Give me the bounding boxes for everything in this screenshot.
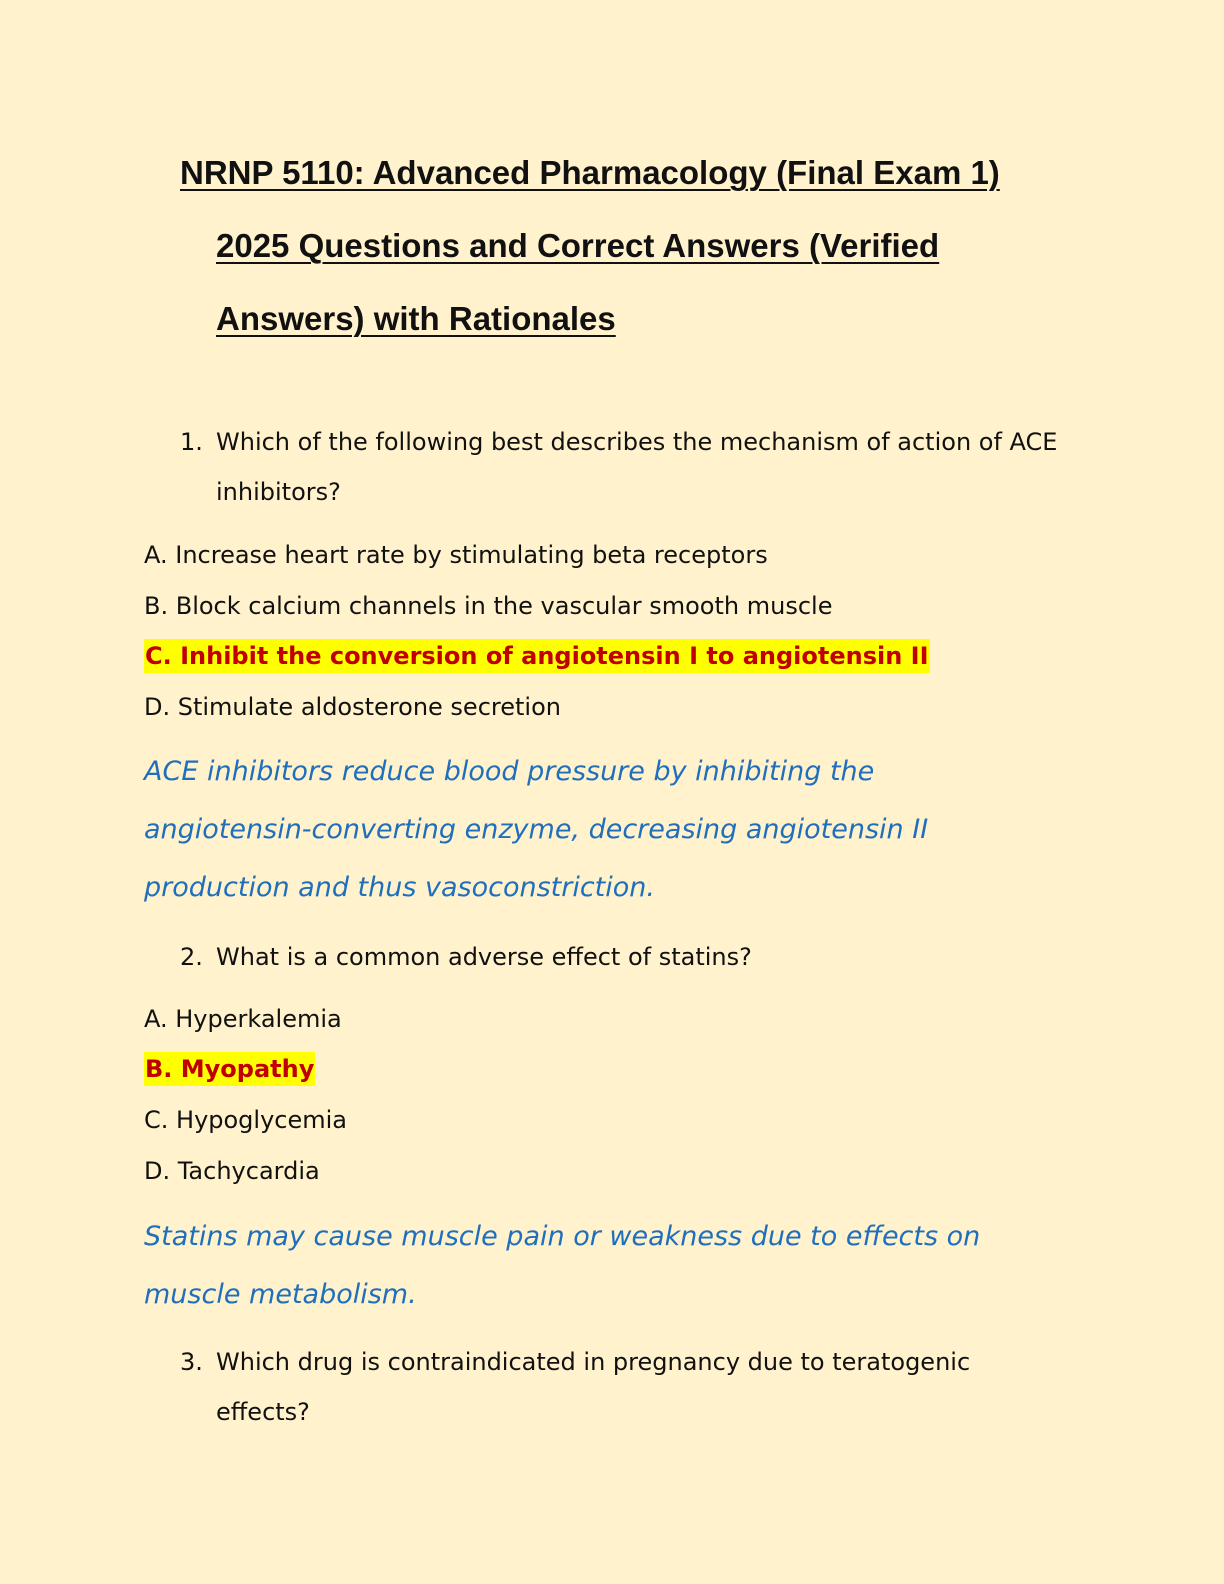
question-1-option-d: D. Stimulate aldosterone secretion bbox=[144, 693, 561, 721]
title-line-3: Answers) with Rationales bbox=[216, 300, 616, 337]
title-line-1: NRNP 5110: Advanced Pharmacology (Final Exam 1) bbox=[180, 154, 1000, 191]
question-number: 3. bbox=[180, 1348, 203, 1376]
question-1-rationale: ACE inhibitors reduce blood pressure by inhibiting the angiotensin-converting enzyme, decreasing angiotensin II production and thus vasoconstriction. bbox=[144, 756, 929, 903]
question-1-option-a: A. Increase heart rate by stimulating beta receptors bbox=[144, 541, 768, 569]
question-3 bbox=[180, 1337, 1060, 1437]
document-title bbox=[180, 136, 1110, 355]
question-2-option-c: C. Hypoglycemia bbox=[144, 1106, 348, 1134]
title-line-2: 2025 Questions and Correct Answers (Verified bbox=[216, 227, 940, 264]
question-number: 1. bbox=[180, 428, 203, 456]
question-2-option-b-correct: B. Myopathy bbox=[144, 1052, 315, 1086]
question-text: Which drug is contraindicated in pregnancy due to teratogenic effects? bbox=[216, 1348, 971, 1426]
question-2-rationale: Statins may cause muscle pain or weakness due to effects on muscle metabolism. bbox=[144, 1221, 981, 1310]
question-2 bbox=[180, 932, 1060, 982]
question-1-option-b: B. Block calcium channels in the vascular smooth muscle bbox=[144, 592, 833, 620]
question-1-option-c-correct: C. Inhibit the conversion of angiotensin I to angiotensin II bbox=[144, 639, 930, 673]
question-1 bbox=[180, 417, 1060, 517]
question-2-option-d: D. Tachycardia bbox=[144, 1157, 320, 1185]
question-2-option-a: A. Hyperkalemia bbox=[144, 1005, 342, 1033]
question-number: 2. bbox=[180, 943, 203, 971]
question-text: What is a common adverse effect of statins? bbox=[216, 943, 752, 971]
question-text: Which of the following best describes the mechanism of action of ACE inhibitors? bbox=[216, 428, 1058, 506]
